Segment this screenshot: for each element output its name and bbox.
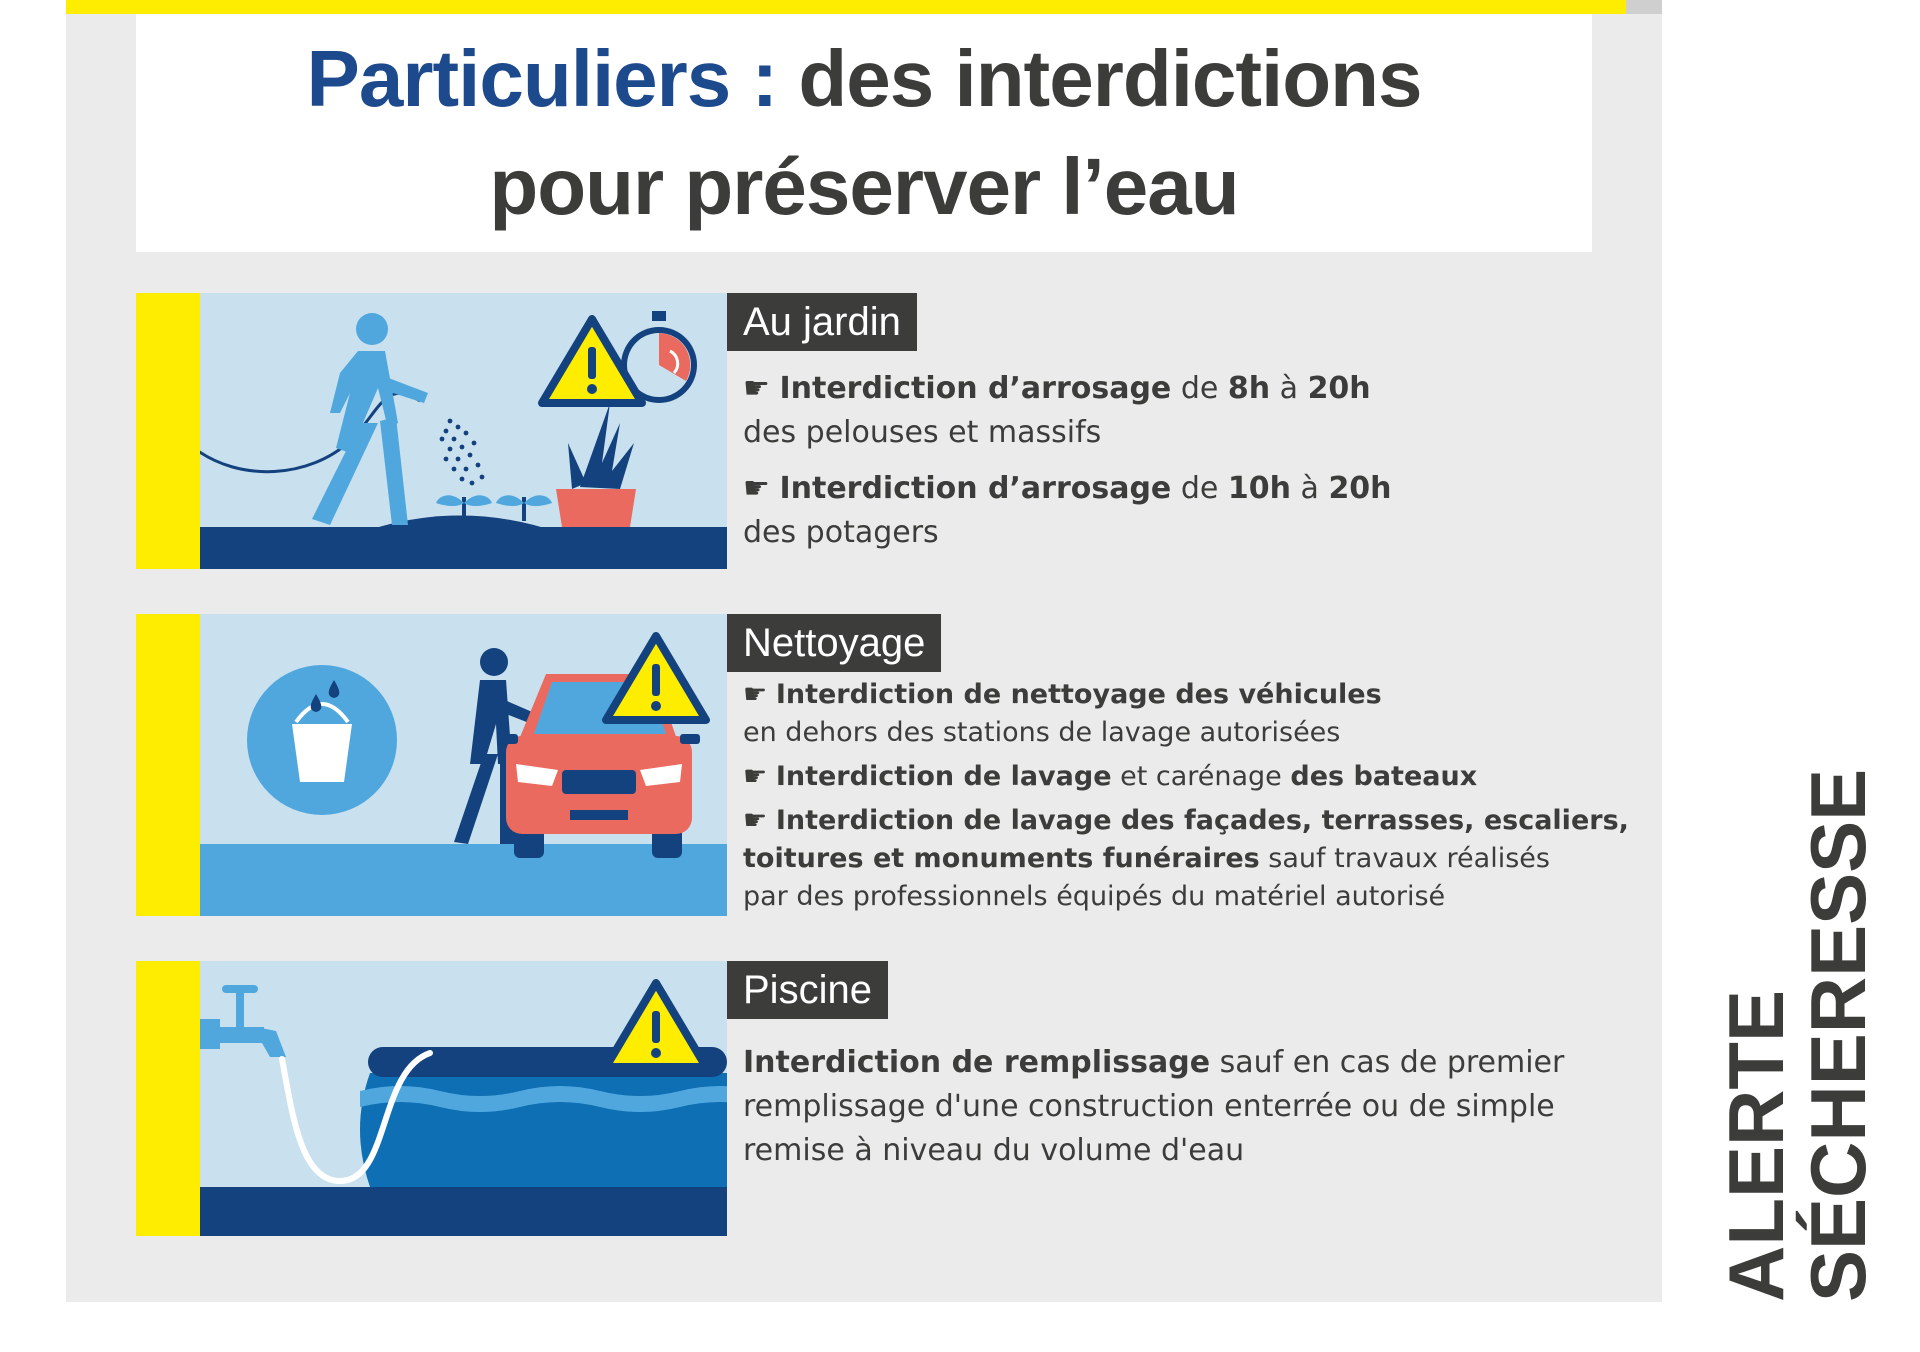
pointing-hand-icon: ☛: [743, 371, 770, 406]
item-bold: toitures et monuments funéraires: [743, 843, 1260, 874]
list-item: [743, 367, 1371, 411]
pointing-hand-icon: ☛: [743, 471, 770, 506]
title-rest: des interdictions: [777, 34, 1422, 123]
section-piscine: [136, 961, 1606, 1236]
item-bold: des bateaux: [1290, 761, 1478, 792]
item-bold: Interdiction de lavage: [775, 761, 1112, 792]
list-item: [743, 802, 1629, 840]
page-title-line-2: pour préserver l’eau: [489, 142, 1239, 231]
top-bar-end: [1626, 0, 1662, 14]
section-label-piscine: Piscine: [727, 961, 888, 1019]
pool-scene: [200, 961, 727, 1236]
item-bold: Interdiction de lavage des façades, terrasses, escaliers,: [775, 805, 1629, 836]
title-accent: Particuliers :: [306, 34, 778, 123]
section-stripe: [136, 961, 200, 1236]
piscine-line-1: [743, 1041, 1564, 1085]
list-item-continued: [743, 840, 1550, 878]
water-bucket-icon: [247, 665, 397, 815]
section-stripe: [136, 293, 200, 569]
item-bold: Interdiction de remplissage: [743, 1045, 1211, 1080]
garden-illustration: [200, 293, 727, 569]
piscine-line-2: remplissage d'une construction enterrée ou de simple: [743, 1089, 1555, 1124]
title-box: [136, 14, 1592, 252]
item-bold: Interdiction d’arrosage: [779, 371, 1172, 406]
item-bold: 20h: [1328, 471, 1392, 506]
side-banner-line-1: ALERTE: [1712, 990, 1800, 1302]
section-stripe: [136, 614, 200, 916]
garden-scene: [200, 293, 727, 569]
item-bold: Interdiction d’arrosage: [779, 471, 1172, 506]
item-text: sauf en cas de premier: [1210, 1045, 1565, 1080]
item-bold: 20h: [1307, 371, 1371, 406]
list-item-continued: des potagers: [743, 515, 939, 550]
item-text: à: [1290, 471, 1329, 506]
item-bold: 10h: [1227, 471, 1291, 506]
item-text: à: [1270, 371, 1308, 406]
section-nettoyage: [136, 614, 1629, 916]
section-label-nettoyage: Nettoyage: [727, 614, 941, 672]
water-tap-icon: [200, 985, 286, 1057]
item-text: de: [1171, 371, 1228, 406]
warning-icon: [606, 983, 706, 1067]
item-bold: Interdiction de nettoyage des véhicules: [775, 679, 1382, 710]
pointing-hand-icon: ☛: [743, 679, 768, 710]
piscine-line-3: remise à niveau du volume d'eau: [743, 1133, 1245, 1168]
list-item: [743, 467, 1392, 511]
item-text: sauf travaux réalisés: [1259, 843, 1550, 874]
list-item: [743, 758, 1477, 796]
item-text: et carénage: [1111, 761, 1291, 792]
pool-illustration: [200, 961, 727, 1236]
item-text: de: [1171, 471, 1228, 506]
page-title-line-1: [307, 25, 1422, 133]
side-banner-line-2: SÉCHERESSE: [1794, 768, 1882, 1302]
potted-plant-icon: [556, 403, 636, 527]
side-banner-alerte-secheresse: [1712, 768, 1882, 1302]
cleaning-scene: [200, 614, 727, 916]
section-label-jardin: Au jardin: [727, 293, 917, 351]
section-jardin: [136, 293, 1606, 569]
list-item-continued: par des professionnels équipés du matériel autorisé: [743, 881, 1446, 912]
list-item: [743, 676, 1382, 714]
cleaning-illustration: [200, 614, 727, 916]
list-item-continued: en dehors des stations de lavage autorisées: [743, 717, 1341, 748]
list-item-continued: des pelouses et massifs: [743, 415, 1102, 450]
pointing-hand-icon: ☛: [743, 805, 768, 836]
pointing-hand-icon: ☛: [743, 761, 768, 792]
item-bold: 8h: [1227, 371, 1271, 406]
top-yellow-bar: [66, 0, 1626, 14]
